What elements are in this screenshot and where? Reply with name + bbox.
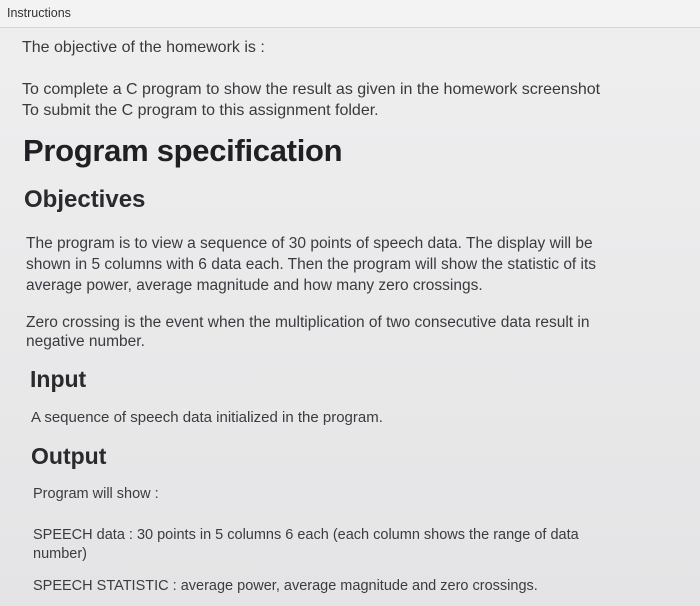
program-specification-title: Program specification: [23, 133, 343, 168]
paragraph-line: Zero crossing is the event when the multiplication of two consecutive data result in: [26, 314, 590, 331]
paragraph-line: The program is to view a sequence of 30 points of speech data. The display will be: [26, 235, 593, 252]
goal-item: To submit the C program to this assignment folder.: [22, 102, 379, 119]
output-heading: Output: [31, 443, 107, 469]
input-heading: Input: [30, 366, 87, 392]
output-item-speech-statistic: SPEECH STATISTIC : average power, average magnitude and zero crossings.: [33, 578, 538, 594]
instructions-header: [0, 0, 700, 28]
paragraph-line: average power, average magnitude and how many zero crossings.: [26, 277, 483, 294]
goal-item: To complete a C program to show the result as given in the homework screenshot: [22, 81, 601, 98]
output-lead: Program will show :: [33, 486, 159, 502]
objectives-heading: Objectives: [24, 186, 146, 213]
header-title: Instructions: [7, 6, 71, 20]
paragraph-line: SPEECH data : 30 points in 5 columns 6 each (each column shows the range of data: [33, 527, 579, 543]
input-description: A sequence of speech data initialized in the program.: [31, 409, 383, 426]
output-item-speech-data: [33, 526, 579, 564]
objective-intro: The objective of the homework is :: [22, 39, 265, 56]
paragraph-line: negative number.: [26, 333, 145, 350]
objectives-paragraph: [26, 233, 596, 296]
zero-crossing-paragraph: [26, 313, 589, 351]
paragraph-line: shown in 5 columns with 6 data each. Then the program will show the statistic of its: [26, 256, 597, 273]
goal-list: [22, 79, 600, 121]
paragraph-line: number): [33, 546, 87, 562]
